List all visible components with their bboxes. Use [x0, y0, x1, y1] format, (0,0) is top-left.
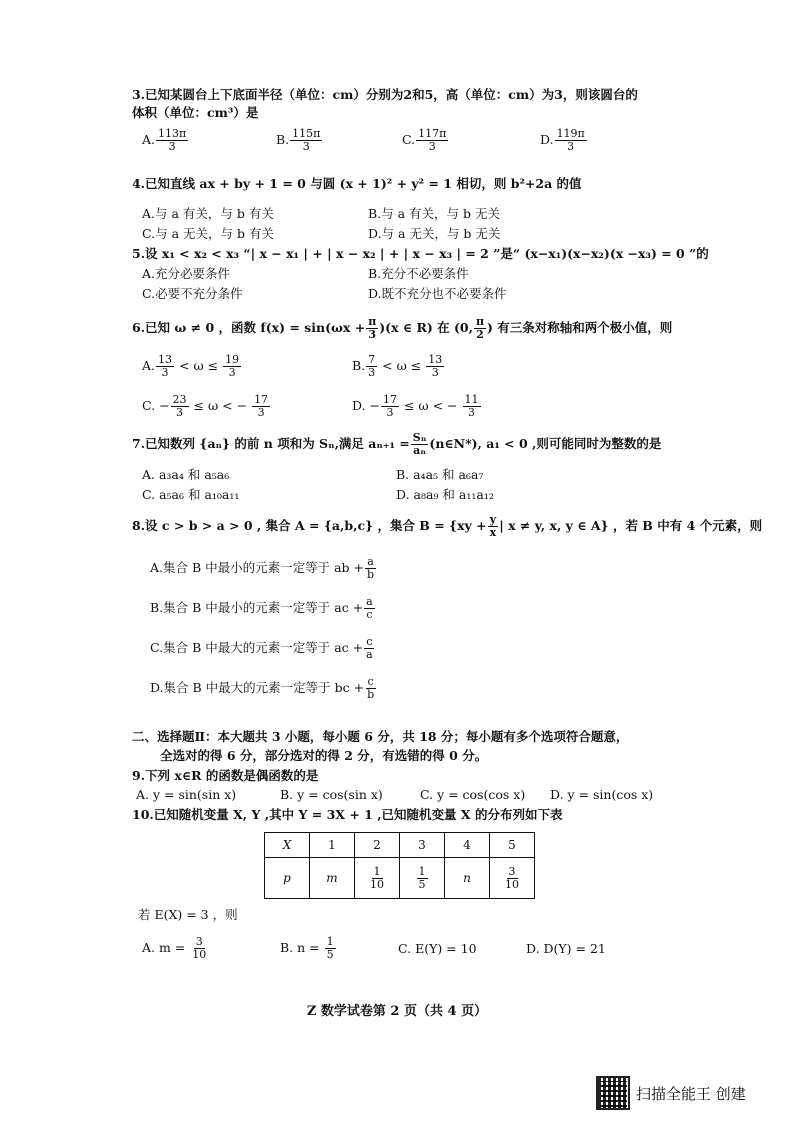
q6-option-b: B. $\frac{7}{3}$ < ω ≤ $\frac{13}{3}$: [352, 353, 443, 379]
q3-stem-line2: 体积（单位：cm³）是: [132, 105, 259, 120]
q3-option-b: B. $\frac{115\pi}{3}$: [276, 127, 321, 153]
table-cell: 1: [310, 833, 355, 858]
q9-option-a: A. y = sin(sin x): [136, 787, 237, 802]
table-cell: $\frac{3}{10}$: [490, 858, 535, 899]
q6-stem: 6.已知 ω ≠ 0 ，函数 f(x) = sin(ωx + $\frac{\pi}{3}$ )(x ∈ R) 在 (0, $\frac{\pi}{2}$ ) 有三条对称轴和两个极小值，则: [132, 315, 673, 341]
q8-option-d: D.集合 B 中最大的元素一定等于 bc + $\frac{c}{b}$: [150, 675, 375, 701]
table-cell: 4: [445, 833, 490, 858]
q7-option-b: B. a₄a₅ 和 a₆a₇: [396, 467, 484, 482]
table-cell: $\frac{1}{5}$: [400, 858, 445, 899]
table-cell: 5: [490, 833, 535, 858]
q3-option-a: A. $\frac{113\pi}{3}$: [142, 127, 187, 153]
q6-option-c: C. − $\frac{23}{3}$ ≤ ω < − $\frac{17}{3}$: [142, 393, 269, 419]
q3-stem-line1: 3.已知某圆台上下底面半径（单位：cm）分别为2和5，高（单位：cm）为3，则该圆台的: [132, 87, 638, 102]
q10-stem: 10.已知随机变量 X, Y ,其中 Y = 3X + 1 ,已知随机变量 X 的分布列如下表: [132, 807, 563, 822]
q9-option-d: D. y = sin(cos x): [550, 787, 654, 802]
table-cell: X: [265, 833, 310, 858]
q3-option-d: D. $\frac{119\pi}{3}$: [540, 127, 585, 153]
q8-stem: 8.设 c > b > a > 0 , 集合 A = {a,b,c} ，集合 B = {xy + $\frac{y}{x}$ | x ≠ y, x, y ∈ A} ，若 B 中有 4 个元素，则: [132, 513, 763, 539]
scanner-watermark: 扫描全能王 创建: [636, 1085, 746, 1103]
q6-option-a: A. $\frac{13}{3}$ < ω ≤ $\frac{19}{3}$: [142, 353, 240, 379]
table-cell: n: [445, 858, 490, 899]
table-row: [265, 833, 535, 858]
q9-stem: 9.下列 x∈R 的函数是偶函数的是: [132, 768, 319, 783]
q10-option-b: B. n = $\frac{1}{5}$: [280, 935, 334, 961]
table-cell: $\frac{1}{10}$: [355, 858, 400, 899]
distribution-table: [264, 832, 535, 899]
q4-option-d: D.与 a 无关，与 b 无关: [368, 226, 501, 241]
q10-option-c: C. E(Y) = 10: [398, 941, 477, 956]
section2-heading-line1: 二、选择题Ⅱ：本大题共 3 小题，每小题 6 分，共 18 分；每小题有多个选项符合题意，: [132, 729, 629, 744]
q8-option-a: A.集合 B 中最小的元素一定等于 ab + $\frac{a}{b}$: [150, 555, 375, 581]
q5-option-d: D.既不充分也不必要条件: [368, 286, 507, 301]
q5-option-c: C.必要不充分条件: [142, 286, 243, 301]
q3-option-c: C. $\frac{117\pi}{3}$: [402, 127, 447, 153]
section2-heading-line2: 全选对的得 6 分，部分选对的得 2 分，有选错的得 0 分。: [160, 748, 488, 763]
table-cell: p: [265, 858, 310, 899]
table-row: [265, 858, 535, 899]
q7-stem: 7.已知数列 {aₙ} 的前 n 项和为 Sₙ,满足 aₙ₊₁ = $\frac{\text{Sₙ}}{\text{aₙ}}$ (n∈N*), a₁ < 0 ,则可能同时为整数的是: [132, 431, 662, 457]
q4-option-b: B.与 a 有关，与 b 无关: [368, 206, 501, 221]
q7-option-c: C. a₅a₆ 和 a₁₀a₁₁: [142, 487, 240, 502]
q7-option-a: A. a₃a₄ 和 a₅a₆: [142, 467, 230, 482]
q9-option-c: C. y = cos(cos x): [420, 787, 526, 802]
q8-option-b: B.集合 B 中最小的元素一定等于 ac + $\frac{a}{c}$: [150, 595, 373, 621]
table-cell: 3: [400, 833, 445, 858]
q4-option-a: A.与 a 有关，与 b 有关: [142, 206, 274, 221]
q5-option-a: A.充分必要条件: [142, 266, 231, 281]
qr-code-icon: [596, 1076, 630, 1110]
q5-stem: 5.设 x₁ < x₂ < x₃ “| x − x₁ | + | x − x₂ | + | x − x₃ | = 2 ”是“ (x−x₁)(x−x₂)(x −x₃) = 0 ”的: [132, 246, 709, 261]
page-footer: Z 数学试卷第 2 页（共 4 页）: [306, 1004, 488, 1019]
q7-option-d: D. a₈a₉ 和 a₁₁a₁₂: [396, 487, 494, 502]
q4-stem: 4.已知直线 ax + by + 1 = 0 与圆 (x + 1)² + y² = 1 相切，则 b²+2a 的值: [132, 176, 582, 191]
q6-option-d: D. − $\frac{17}{3}$ ≤ ω < − $\frac{11}{3}$: [352, 393, 479, 419]
q8-option-c: C.集合 B 中最大的元素一定等于 ac + $\frac{c}{a}$: [150, 635, 373, 661]
q9-option-b: B. y = cos(sin x): [280, 787, 383, 802]
table-cell: m: [310, 858, 355, 899]
q4-option-c: C.与 a 无关，与 b 有关: [142, 226, 274, 241]
q10-option-a: A. m = $\frac{3}{10}$: [142, 935, 207, 961]
q5-option-b: B.充分不必要条件: [368, 266, 469, 281]
q10-condition: 若 E(X) = 3 ，则: [138, 907, 238, 922]
q10-option-d: D. D(Y) = 21: [526, 941, 606, 956]
table-cell: 2: [355, 833, 400, 858]
